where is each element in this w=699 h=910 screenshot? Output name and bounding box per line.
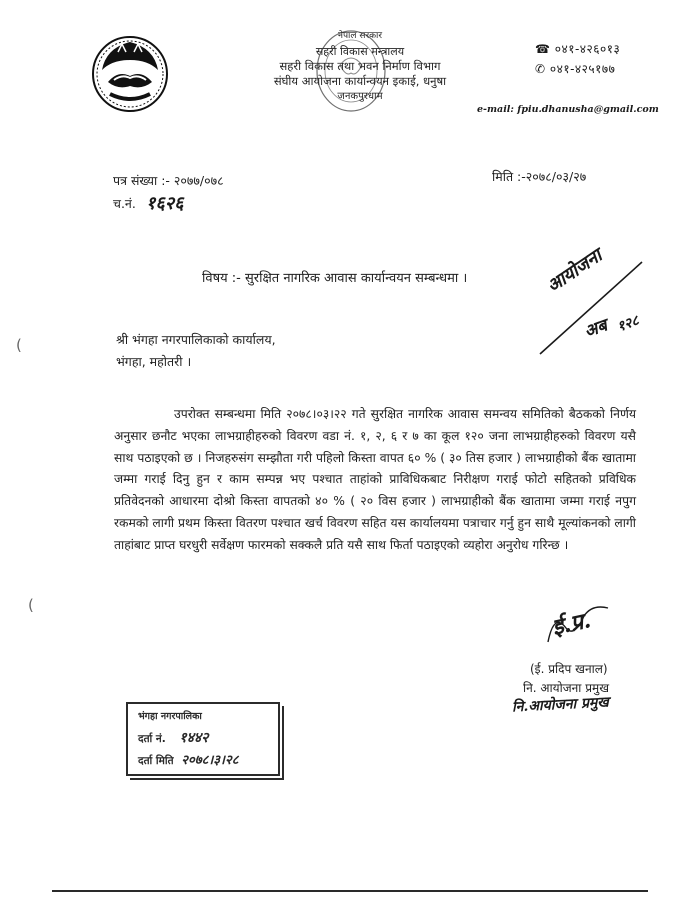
letter-number: पत्र संख्या :- २०७७/०७८	[113, 173, 224, 188]
stamp-reg-no-value: १४४२	[179, 730, 209, 746]
office-line-2: सहरी विकास मन्त्रालय	[315, 45, 405, 58]
signatory-name: (ई. प्रदिप खनाल)	[530, 662, 608, 676]
office-line-3: सहरी विकास तथा भवन निर्माण विभाग	[279, 59, 441, 73]
punch-hole-mark-bottom: (	[28, 596, 34, 614]
office-round-seal-icon	[312, 27, 390, 115]
stamp-registration-date	[138, 750, 238, 768]
stamp-reg-no-label: दर्ता नं.	[138, 733, 166, 745]
government-emblem-icon	[88, 30, 172, 114]
office-line-4: संघीय आयोजना कार्यान्वयन इकाई, धनुषा	[273, 74, 447, 88]
signatory-title: नि. आयोजना प्रमुख	[523, 681, 610, 695]
margin-note-slash-mark-icon	[538, 258, 648, 358]
signature-scrawl: ई.प्र.	[549, 607, 594, 641]
recipient-line-2: भंगहा, महोतरी ।	[116, 354, 192, 369]
letter-subject: विषय :- सुरक्षित नागरिक आवास कार्यान्वयन सम्बन्धमा ।	[202, 271, 468, 286]
footer-rule	[52, 890, 648, 892]
phone-number-2: ✆ ०४१-४२५१७७	[535, 62, 616, 76]
dispatch-number-label: च.नं.	[113, 196, 136, 211]
stamp-reg-date-value: २०७८।३।२८	[181, 753, 239, 768]
registration-stamp	[126, 702, 280, 776]
office-line-5: जनकपुरधाम	[337, 91, 383, 102]
margin-note-line2: अब	[581, 315, 610, 343]
letter-body: उपरोक्त सम्बन्धमा मिति २०७८।०३।२२ गते सुरक्षित नागरिक आवास समन्वय समितिको बैठकको निर्णय अनुसार छनौट भएका लाभग्राहीहरुको विवरण वडा नं. १, २, ६ र ७ का कूल १२० जना लाभग्राहीहरुको विवरण यसै साथ पठाइएको छ । निजहरुसंग सम्झौता गरी पहिलो किस्ता वापत ६० % ( ३० तिस हजार ) लाभग्राहीको बैंक खातामा जम्मा गराई दिनु हुन र काम सम्पन्न भए पश्चात ताहांको प्राविधिकबाट निरीक्षण गराई फोटो सहितको प्रविधिक प्रतिवेदनको आधारमा दोश्रो किस्ता वापतको ४० % ( २० विस हजार ) लाभग्राहीको बैंक खातामा जम्मा गराई नपुग रकमको लागी प्रथम किस्ता वितरण पश्चात खर्च विवरण सहित यस कार्यालयमा पत्राचार गर्नु हुन साथै मूल्यांकनको लागी ताहांबाट प्राप्त घरधुरी सर्वेक्षण फारमको सक्कलै प्रति यसै साथ फिर्ता पठाइएको व्यहोरा अनुरोध गरिन्छ ।	[114, 407, 636, 552]
office-line-1: नेपाल सरकार	[337, 31, 383, 41]
phone-number-1: ☎ ०४१-४२६०१३	[535, 42, 621, 56]
stamp-registration-number	[138, 728, 209, 747]
stamp-office-name: भंगहा नगरपालिका	[138, 711, 202, 722]
signatory-title-stamp: नि.आयोजना प्रमुख	[511, 694, 610, 716]
recipient-line-1: श्री भंगहा नगरपालिकाको कार्यालय,	[116, 332, 276, 347]
stamp-reg-date-label: दर्ता मिति	[138, 755, 174, 767]
signature-flourish-icon	[544, 598, 614, 648]
margin-note-line1: आयोजना	[543, 245, 606, 298]
margin-note-line3: १२८	[615, 312, 642, 336]
letter-date: मिति :-२०७८/०३/२७	[492, 169, 587, 184]
dispatch-number-handwritten: १६२६	[146, 193, 184, 214]
email-address: e-mail: fpiu.dhanusha@gmail.com	[477, 104, 659, 115]
punch-hole-mark-top: (	[16, 336, 22, 354]
